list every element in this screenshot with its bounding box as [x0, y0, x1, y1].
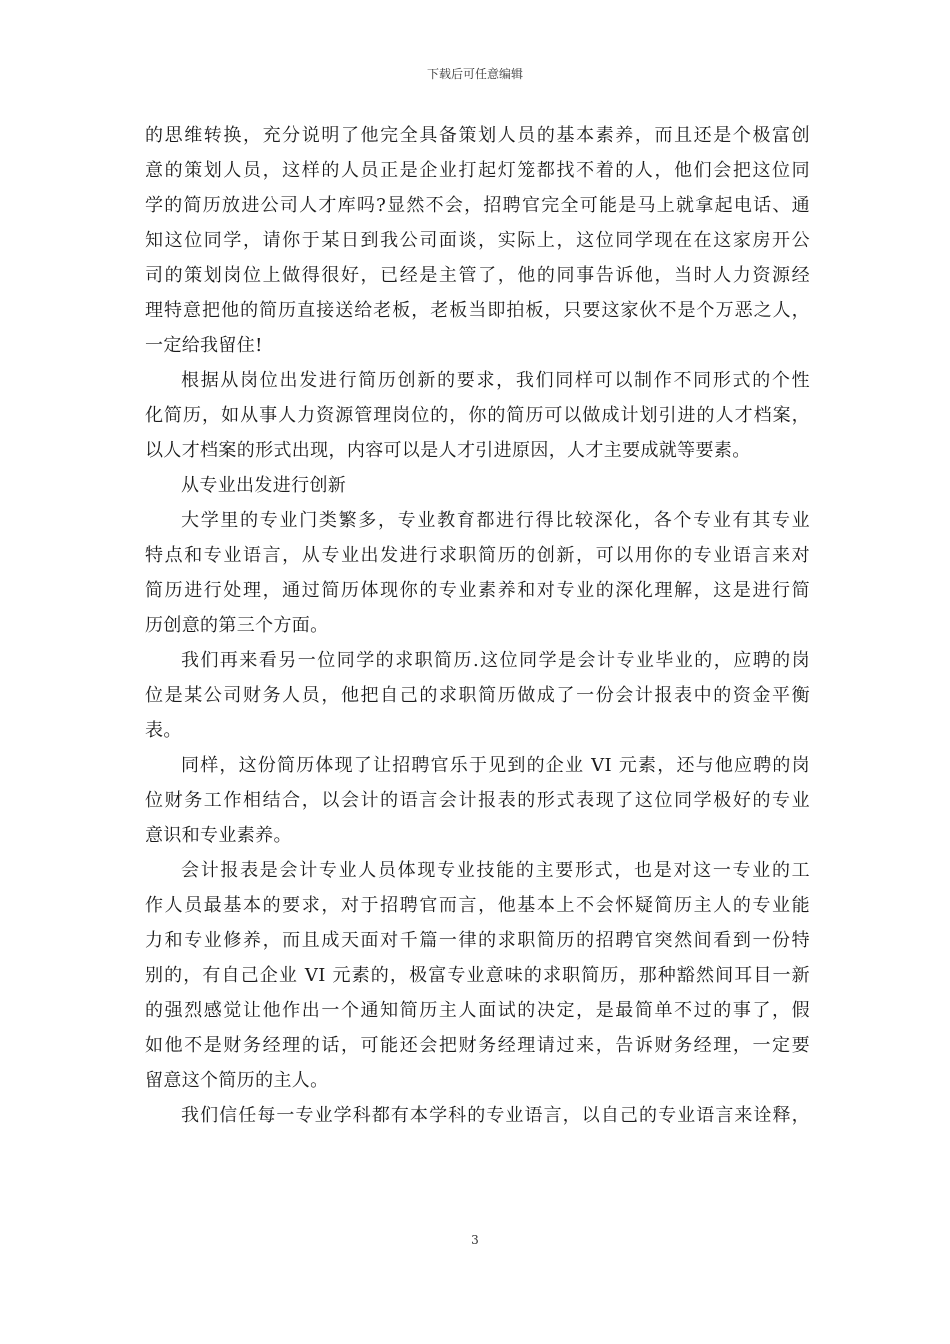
text-line: 一定给我留住! [145, 335, 263, 356]
text-line: 特点和专业语言，从专业出发进行求职简历的创新，可以用你的专业语言来对 [145, 545, 810, 566]
text-line: 化简历，如从事人力资源管理岗位的，你的简历可以做成计划引进的人才档案， [145, 405, 810, 426]
text-line: 学的简历放进公司人才库吗?显然不会，招聘官完全可能是马上就拿起电话、通 [145, 195, 810, 216]
text-line: 从专业出发进行创新 [181, 475, 347, 496]
text-line: 表。 [145, 720, 182, 741]
text-line: 司的策划岗位上做得很好，已经是主管了，他的同事告诉他，当时人力资源经 [145, 265, 810, 286]
text-line: 意识和专业素养。 [145, 825, 292, 846]
text-line: 留意这个简历的主人。 [145, 1070, 329, 1091]
text-line: 同样，这份简历体现了让招聘官乐于见到的企业 VI 元素，还与他应聘的岗 [181, 755, 810, 776]
text-line: 大学里的专业门类繁多，专业教育都进行得比较深化，各个专业有其专业 [181, 510, 810, 531]
text-line: 意的策划人员，这样的人员正是企业打起灯笼都找不着的人，他们会把这位同 [145, 160, 810, 181]
text-line: 力和专业修养，而且成天面对千篇一律的求职简历的招聘官突然间看到一份特 [145, 930, 810, 951]
text-line: 位财务工作相结合，以会计的语言会计报表的形式表现了这位同学极好的专业 [145, 790, 810, 811]
text-line: 作人员最基本的要求，对于招聘官而言，他基本上不会怀疑简历主人的专业能 [145, 895, 810, 916]
text-line: 如他不是财务经理的话，可能还会把财务经理请过来，告诉财务经理，一定要 [145, 1035, 810, 1056]
text-line: 知这位同学，请你于某日到我公司面谈，实际上，这位同学现在在这家房开公 [145, 230, 810, 251]
document-body [145, 118, 810, 1133]
page-number: 3 [471, 1233, 479, 1247]
text-line: 以人才档案的形式出现，内容可以是人才引进原因，人才主要成就等要素。 [145, 440, 751, 461]
text-line: 别的，有自己企业 VI 元素的，极富专业意味的求职简历，那种豁然间耳目一新 [145, 965, 810, 986]
text-line: 理特意把他的简历直接送给老板，老板当即拍板，只要这家伙不是个万恶之人， [145, 300, 810, 321]
text-line: 简历进行处理，通过简历体现你的专业素养和对专业的深化理解，这是进行简 [145, 580, 810, 601]
text-line: 历创意的第三个方面。 [145, 615, 329, 636]
text-line: 的强烈感觉让他作出一个通知简历主人面试的决定，是最简单不过的事了，假 [145, 1000, 810, 1021]
text-line: 我们再来看另一位同学的求职简历.这位同学是会计专业毕业的，应聘的岗 [181, 650, 810, 671]
text-line: 位是某公司财务人员，他把自己的求职简历做成了一份会计报表中的资金平衡 [145, 685, 810, 706]
page-header: 下载后可任意编辑 [426, 67, 523, 81]
text-line: 我们信任每一专业学科都有本学科的专业语言，以自己的专业语言来诠释， [181, 1105, 810, 1126]
text-line: 根据从岗位出发进行简历创新的要求，我们同样可以制作不同形式的个性 [181, 370, 810, 391]
text-line: 会计报表是会计专业人员体现专业技能的主要形式，也是对这一专业的工 [181, 860, 810, 881]
text-line: 的思维转换，充分说明了他完全具备策划人员的基本素养，而且还是个极富创 [145, 125, 810, 146]
